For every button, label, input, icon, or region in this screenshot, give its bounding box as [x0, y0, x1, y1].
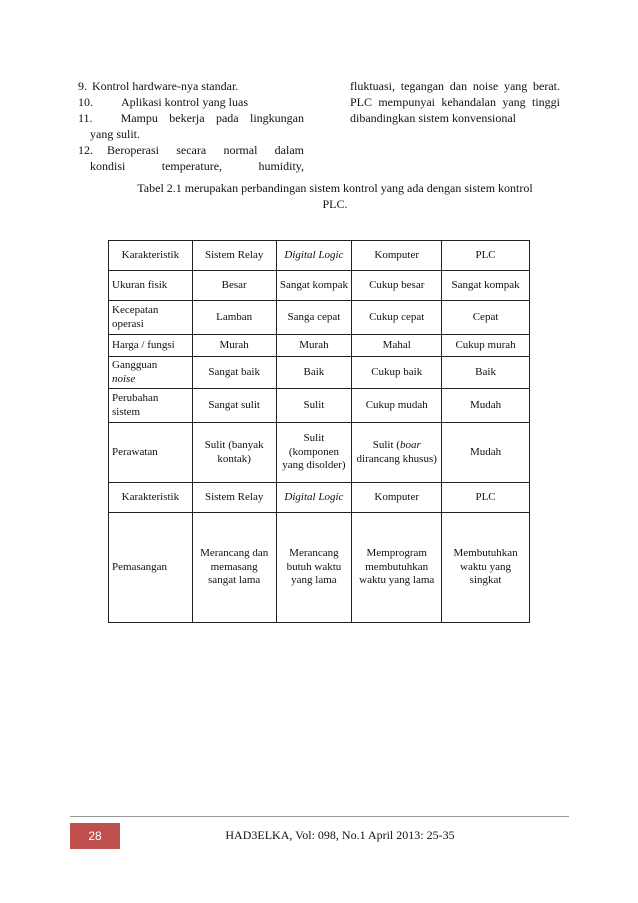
left-column-list — [78, 78, 304, 174]
table-cell: Besar — [192, 271, 276, 301]
cell-text: boar — [399, 439, 421, 451]
table-row — [109, 423, 530, 483]
list-text: Aplikasi kontrol yang luas — [121, 95, 248, 109]
header-cell: Sistem Relay — [192, 241, 276, 271]
table-cell: Sangat kompak — [276, 271, 352, 301]
row-label — [109, 357, 193, 389]
table-cell: Sulit — [276, 389, 352, 423]
table-cell: Merancang butuh waktu yang lama — [276, 513, 352, 623]
table-cell: Sulit (banyak kontak) — [192, 423, 276, 483]
list-text: Beroperasi secara normal dalam — [107, 143, 304, 157]
header-cell: PLC — [442, 241, 530, 271]
table-header-row — [109, 241, 530, 271]
list-text: Mampu bekerja pada lingkungan — [120, 111, 304, 125]
table-row — [109, 389, 530, 423]
table-cell: Sangat baik — [192, 357, 276, 389]
list-item-12 — [78, 142, 304, 158]
list-item-11 — [78, 110, 304, 126]
row-label: Perawatan — [109, 423, 193, 483]
list-number: 9. — [78, 79, 87, 93]
header-cell: Karakteristik — [109, 241, 193, 271]
list-text-continued — [78, 158, 304, 174]
table-cell: Sangat kompak — [442, 271, 530, 301]
table-cell: Lamban — [192, 301, 276, 335]
table-cell: Cukup cepat — [352, 301, 442, 335]
table-cell: Mudah — [442, 389, 530, 423]
word: humidity, — [258, 159, 304, 173]
table-caption — [110, 180, 560, 212]
caption-line: PLC. — [322, 197, 348, 211]
caption-line: Tabel 2.1 merupakan perbandingan sistem kontrol yang ada dengan sistem kontrol — [137, 181, 533, 195]
table-cell: Membutuhkan waktu yang singkat — [442, 513, 530, 623]
header-cell: Komputer — [352, 483, 442, 513]
row-label: Perubahan sistem — [109, 389, 193, 423]
word: kondisi — [90, 159, 126, 173]
table-cell: Murah — [192, 335, 276, 357]
row-label-text: noise — [112, 372, 136, 385]
header-cell: Digital Logic — [276, 241, 352, 271]
table-row — [109, 335, 530, 357]
row-label: Ukuran fisik — [109, 271, 193, 301]
table-cell: Cukup murah — [442, 335, 530, 357]
table-cell: Merancang dan memasang sangat lama — [192, 513, 276, 623]
word: temperature, — [161, 159, 223, 173]
table-cell: Sulit (komponen yang disolder) — [276, 423, 352, 483]
comparison-table — [108, 240, 530, 623]
page-number-badge: 28 — [70, 823, 120, 849]
list-item-9 — [78, 78, 304, 94]
list-number: 10. — [78, 95, 93, 109]
table-cell: Mudah — [442, 423, 530, 483]
table-cell: Mahal — [352, 335, 442, 357]
table-cell — [352, 423, 442, 483]
table-row — [109, 301, 530, 335]
header-cell: PLC — [442, 483, 530, 513]
table-cell: Cukup baik — [352, 357, 442, 389]
list-item-10 — [78, 94, 304, 110]
journal-citation: HAD3ELKA, Vol: 098, No.1 April 2013: 25-35 — [225, 828, 455, 842]
table-cell: Baik — [442, 357, 530, 389]
table-cell: Memprogram membutuhkan waktu yang lama — [352, 513, 442, 623]
row-label: Pemasangan — [109, 513, 193, 623]
header-cell: Sistem Relay — [192, 483, 276, 513]
cell-text: Sulit ( — [372, 439, 400, 451]
row-label: Harga / fungsi — [109, 335, 193, 357]
table-cell: Baik — [276, 357, 352, 389]
list-text: Kontrol hardware-nya standar. — [92, 79, 239, 93]
table-header-row-repeat — [109, 483, 530, 513]
table-cell: Sanga cepat — [276, 301, 352, 335]
table-cell: Cukup mudah — [352, 389, 442, 423]
row-label: Kecepatan operasi — [109, 301, 193, 335]
header-cell: Digital Logic — [276, 483, 352, 513]
list-number: 12. — [78, 143, 93, 157]
header-cell: Karakteristik — [109, 483, 193, 513]
list-text-continued: yang sulit. — [90, 127, 140, 141]
table-cell: Cukup besar — [352, 271, 442, 301]
table-row — [109, 513, 530, 623]
table-cell: Sangat sulit — [192, 389, 276, 423]
footer-divider — [70, 816, 569, 817]
table-row — [109, 357, 530, 389]
table-row — [109, 271, 530, 301]
row-label-text: Gangguan — [112, 359, 158, 371]
right-column-paragraph: fluktuasi, tegangan dan noise yang berat. PLC mempunyai kehandalan yang tinggi dibandingkan sistem konvensional — [350, 79, 560, 125]
cell-text: dirancang khusus) — [356, 452, 437, 465]
header-cell: Komputer — [352, 241, 442, 271]
table-cell: Cepat — [442, 301, 530, 335]
list-number: 11. — [78, 111, 93, 125]
table-cell: Murah — [276, 335, 352, 357]
